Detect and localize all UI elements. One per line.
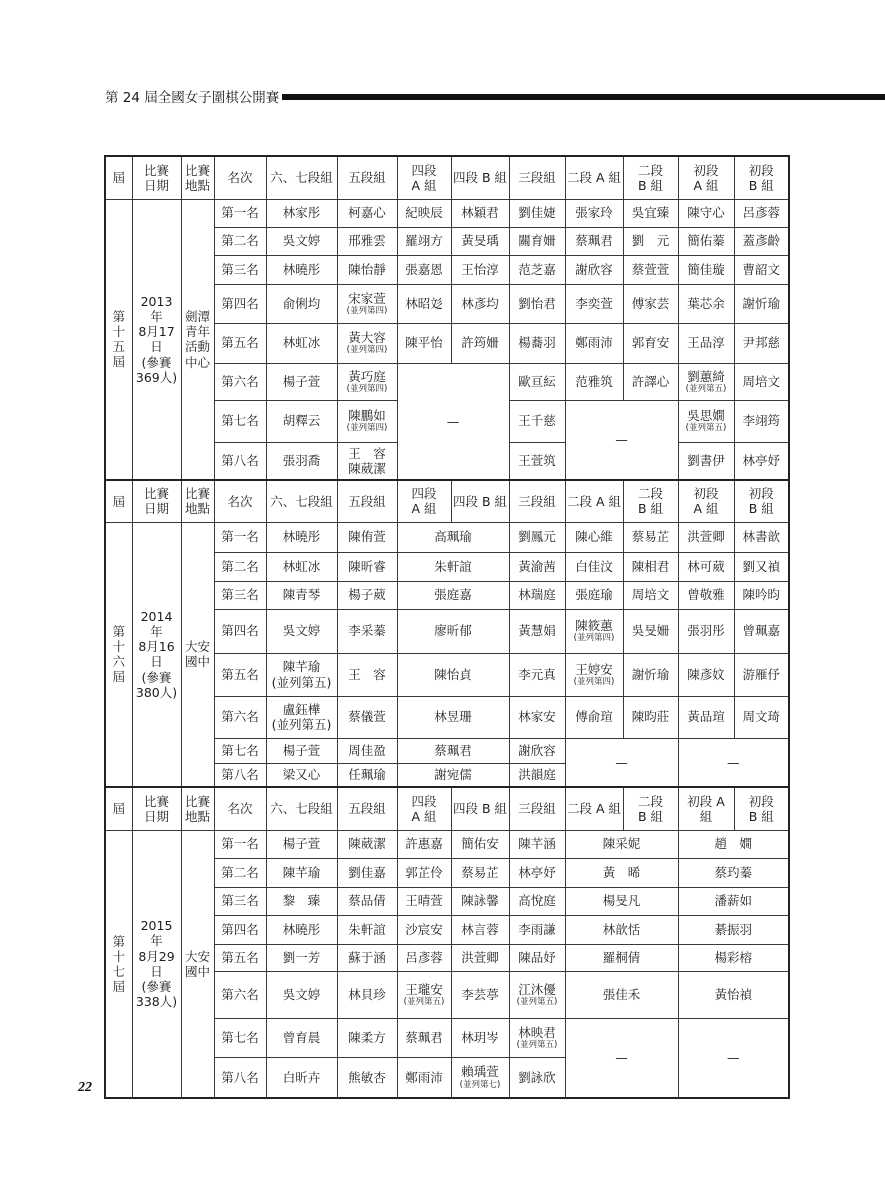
player-cell: 林虹冰 <box>266 323 337 363</box>
player-cell: 陳彥妏 <box>678 653 734 696</box>
tie-note: (並列第四) <box>573 633 615 644</box>
player-cell <box>565 653 623 696</box>
running-header <box>105 89 885 107</box>
edition-cell <box>105 199 132 480</box>
tie-note: (並列第五) <box>516 996 558 1007</box>
tie-note: (並列第五) <box>271 717 332 732</box>
player-cell: 周培文 <box>623 581 678 609</box>
player-cell: 蔡珮君 <box>397 1018 451 1057</box>
rank-cell: 第七名 <box>214 738 266 763</box>
player-cell: 洪韻庭 <box>509 763 565 787</box>
player-cell <box>451 1057 509 1098</box>
player-cell: 林家安 <box>509 696 565 738</box>
rank-cell: 第五名 <box>214 653 266 696</box>
venue-cell: 大安 國中 <box>181 522 214 787</box>
column-header: 比賽 日期 <box>132 156 181 199</box>
venue-cell: 劍潭 青年 活動 中心 <box>181 199 214 480</box>
column-header: 屆 <box>105 480 132 522</box>
player-cell: 關育姍 <box>509 227 565 255</box>
player-name: 陳鵬如 <box>348 408 386 424</box>
player-cell: 林家彤 <box>266 199 337 227</box>
player-name: 宋家萱 <box>348 290 386 306</box>
player-cell <box>266 696 337 738</box>
player-cell: 黎 臻 <box>266 887 337 915</box>
player-cell: 范芝嘉 <box>509 255 565 284</box>
rank-cell: 第五名 <box>214 323 266 363</box>
player-cell: 葉芯余 <box>678 284 734 323</box>
player-cell: 陳柔方 <box>337 1018 397 1057</box>
rank-cell: 第五名 <box>214 944 266 971</box>
player-cell: 陳平怡 <box>397 323 451 363</box>
player-name: 吳思嫺 <box>687 408 725 424</box>
player-cell: 蔡珮君 <box>397 738 509 763</box>
player-cell: 楊子萱 <box>266 738 337 763</box>
player-cell: 吳宜臻 <box>623 199 678 227</box>
player-cell: 蔡儀萱 <box>337 696 397 738</box>
player-cell: 劉佳嘉 <box>337 858 397 887</box>
player-cell: 林言蓉 <box>451 915 509 944</box>
edition-label: 第十六屆 <box>112 624 125 685</box>
tie-note: (並列第四) <box>573 676 615 687</box>
header-rule <box>282 94 885 100</box>
player-cell: 王晴萱 <box>397 887 451 915</box>
player-cell: 柯嘉心 <box>337 199 397 227</box>
tie-note: (並列第五) <box>271 674 332 690</box>
player-cell: 朱軒誼 <box>397 552 509 581</box>
player-cell: 李奕萱 <box>565 284 623 323</box>
player-cell: 梁又心 <box>266 763 337 787</box>
player-cell: 劉一芳 <box>266 944 337 971</box>
page-number: 22 <box>78 1080 92 1095</box>
player-cell: 廖昕郁 <box>397 609 509 653</box>
player-cell: 張庭嘉 <box>397 581 509 609</box>
player-cell: 陳怡靜 <box>337 255 397 284</box>
player-cell <box>337 323 397 363</box>
player-name: 江沐優 <box>518 981 556 997</box>
player-cell: 謝忻瑜 <box>734 284 789 323</box>
player-cell: 羅桐倩 <box>565 944 678 971</box>
edition-cell <box>105 830 132 1098</box>
player-cell: 林可葳 <box>678 552 734 581</box>
player-cell: 高悅庭 <box>509 887 565 915</box>
player-cell: 白佳汶 <box>565 552 623 581</box>
edition-cell <box>105 522 132 787</box>
page-title: 第 24 屆全國女子圍棋公開賽 <box>105 90 280 106</box>
player-name: 陳芊瑜 <box>282 659 321 675</box>
column-header: 比賽 日期 <box>132 480 181 522</box>
player-name: 王婷安 <box>575 661 613 677</box>
player-cell: 傅俞瑄 <box>565 696 623 738</box>
results-table <box>104 155 790 1099</box>
no-entry-cell: — <box>565 400 678 480</box>
player-cell: 林曉彤 <box>266 915 337 944</box>
column-header: 六、七段組 <box>266 156 337 199</box>
player-cell: 林昭彣 <box>397 284 451 323</box>
player-cell: 林曉彤 <box>266 522 337 552</box>
player-cell: 熊敏杏 <box>337 1057 397 1098</box>
player-cell <box>337 363 397 400</box>
player-cell: 吳文婷 <box>266 609 337 653</box>
player-cell: 林貝珍 <box>337 971 397 1018</box>
player-cell: 林亭妤 <box>509 858 565 887</box>
tie-note: (並列第五) <box>685 423 727 434</box>
rank-cell: 第一名 <box>214 199 266 227</box>
player-cell: 周文琦 <box>734 696 789 738</box>
player-cell: 劉佳婕 <box>509 199 565 227</box>
rank-cell: 第七名 <box>214 1018 266 1057</box>
column-header: 五段組 <box>337 787 397 830</box>
column-header: 初段 A 組 <box>678 480 734 522</box>
player-cell: 黃渝茜 <box>509 552 565 581</box>
player-cell: 林亭妤 <box>734 442 789 480</box>
rank-cell: 第二名 <box>214 552 266 581</box>
venue-cell: 大安 國中 <box>181 830 214 1098</box>
no-entry-cell: — <box>678 1018 789 1098</box>
player-cell <box>397 971 451 1018</box>
column-header: 比賽 日期 <box>132 787 181 830</box>
player-cell: 簡佑安 <box>451 830 509 858</box>
column-header: 六、七段組 <box>266 480 337 522</box>
results-body <box>105 156 789 1098</box>
player-cell: 楊子萱 <box>266 830 337 858</box>
player-cell: 鄭雨沛 <box>397 1057 451 1098</box>
player-name: 黃巧庭 <box>348 368 386 384</box>
player-cell: 許譯心 <box>623 363 678 400</box>
player-cell: 蔡易芷 <box>623 522 678 552</box>
player-cell: 蘇于涵 <box>337 944 397 971</box>
player-cell <box>266 653 337 696</box>
player-cell: 張羽喬 <box>266 442 337 480</box>
player-cell: 曾育晨 <box>266 1018 337 1057</box>
player-cell: 郭育安 <box>623 323 678 363</box>
player-cell: 楊子萱 <box>266 363 337 400</box>
rank-cell: 第六名 <box>214 971 266 1018</box>
player-cell: 陳守心 <box>678 199 734 227</box>
player-cell <box>678 400 734 442</box>
section-header-row <box>105 787 789 830</box>
player-cell: 蓋彥齡 <box>734 227 789 255</box>
player-cell: 謝欣容 <box>565 255 623 284</box>
player-cell: 陳詠馨 <box>451 887 509 915</box>
player-cell: 陳芊涵 <box>509 830 565 858</box>
player-cell: 白昕卉 <box>266 1057 337 1098</box>
player-cell: 黃 晞 <box>565 858 678 887</box>
player-cell: 李翊筠 <box>734 400 789 442</box>
edition-label: 第十七屆 <box>112 933 125 994</box>
player-name: 林映君 <box>518 1024 556 1040</box>
player-cell: 陳葳潔 <box>337 830 397 858</box>
player-cell: 朱軒誼 <box>337 915 397 944</box>
rank-cell: 第四名 <box>214 609 266 653</box>
tie-note: (並列第四) <box>346 383 388 394</box>
rank-cell: 第三名 <box>214 887 266 915</box>
column-header: 比賽 地點 <box>181 480 214 522</box>
player-cell: 林曉彤 <box>266 255 337 284</box>
rank-cell: 第一名 <box>214 830 266 858</box>
player-cell: 洪萱卿 <box>678 522 734 552</box>
column-header: 四段 A 組 <box>397 480 451 522</box>
player-cell: 謝忻瑜 <box>623 653 678 696</box>
player-cell: 張羽彤 <box>678 609 734 653</box>
column-header: 四段 A 組 <box>397 787 451 830</box>
player-cell: 林玥岑 <box>451 1018 509 1057</box>
player-cell: 趙 嫺 <box>678 830 789 858</box>
rank-cell: 第一名 <box>214 522 266 552</box>
player-cell: 陳吟昀 <box>734 581 789 609</box>
player-cell: 謝宛儒 <box>397 763 509 787</box>
player-cell: 黃慧娟 <box>509 609 565 653</box>
player-cell: 林彥均 <box>451 284 509 323</box>
player-name: 王瓏安 <box>405 981 443 997</box>
player-cell: 胡釋云 <box>266 400 337 442</box>
player-cell: 楊子葳 <box>337 581 397 609</box>
column-header: 初段 A 組 <box>678 156 734 199</box>
rank-cell: 第四名 <box>214 915 266 944</box>
column-header: 初段 B 組 <box>734 156 789 199</box>
player-name: 賴瑀萱 <box>461 1064 499 1080</box>
rank-cell: 第二名 <box>214 858 266 887</box>
player-cell: 游雁伃 <box>734 653 789 696</box>
player-cell: 陳品妤 <box>509 944 565 971</box>
date-cell: 2014 年 8月16 日 (參賽 380人) <box>132 522 181 787</box>
player-cell: 呂彥蓉 <box>734 199 789 227</box>
player-cell: 劉 元 <box>623 227 678 255</box>
player-cell: 蔡品倩 <box>337 887 397 915</box>
column-header: 屆 <box>105 787 132 830</box>
rank-cell: 第四名 <box>214 284 266 323</box>
rank-cell: 第三名 <box>214 255 266 284</box>
player-cell: 任珮瑜 <box>337 763 397 787</box>
player-cell: 呂彥蓉 <box>397 944 451 971</box>
player-cell: 紀映辰 <box>397 199 451 227</box>
column-header: 二段 A 組 <box>565 480 623 522</box>
player-cell: 吳旻姍 <box>623 609 678 653</box>
player-cell: 周佳盈 <box>337 738 397 763</box>
section-header-row <box>105 480 789 522</box>
result-row <box>105 199 789 227</box>
player-cell: 吳文婷 <box>266 227 337 255</box>
rank-cell: 第八名 <box>214 763 266 787</box>
player-cell: 王怡淳 <box>451 255 509 284</box>
player-cell: 綦振羽 <box>678 915 789 944</box>
column-header: 二段 A 組 <box>565 156 623 199</box>
column-header: 名次 <box>214 156 266 199</box>
result-row <box>105 522 789 552</box>
rank-cell: 第七名 <box>214 400 266 442</box>
player-cell <box>509 1018 565 1057</box>
player-cell: 許筠姍 <box>451 323 509 363</box>
rank-cell: 第八名 <box>214 1057 266 1098</box>
rank-cell: 第三名 <box>214 581 266 609</box>
player-cell: 吳文婷 <box>266 971 337 1018</box>
player-cell: 楊彩榕 <box>678 944 789 971</box>
player-cell: 蔡易芷 <box>451 858 509 887</box>
player-cell: 楊蕎羽 <box>509 323 565 363</box>
player-cell: 蔡萱萱 <box>623 255 678 284</box>
column-header: 二段 B 組 <box>623 480 678 522</box>
player-cell: 黃旻瑀 <box>451 227 509 255</box>
rank-cell: 第二名 <box>214 227 266 255</box>
column-header: 比賽 地點 <box>181 787 214 830</box>
player-cell: 李采蓁 <box>337 609 397 653</box>
column-header: 四段 B 組 <box>451 156 509 199</box>
player-cell: 劉鳳元 <box>509 522 565 552</box>
column-header: 二段 B 組 <box>623 156 678 199</box>
player-cell: 蔡珮君 <box>565 227 623 255</box>
column-header: 六、七段組 <box>266 787 337 830</box>
column-header: 四段 B 組 <box>451 480 509 522</box>
player-cell: 林昱珊 <box>397 696 509 738</box>
player-cell: 周培文 <box>734 363 789 400</box>
player-cell: 劉詠欣 <box>509 1057 565 1098</box>
player-cell: 李雨謙 <box>509 915 565 944</box>
tie-note: (並列第四) <box>346 423 388 434</box>
no-entry-cell: — <box>565 738 678 787</box>
player-cell: 王萱筑 <box>509 442 565 480</box>
player-cell: 林歆恬 <box>565 915 678 944</box>
player-cell: 陳心維 <box>565 522 623 552</box>
no-entry-cell: — <box>565 1018 678 1098</box>
column-header: 五段組 <box>337 480 397 522</box>
player-cell <box>337 400 397 442</box>
tie-note: (並列第五) <box>516 1039 558 1050</box>
column-header: 比賽 地點 <box>181 156 214 199</box>
column-header: 四段 B 組 <box>451 787 509 830</box>
column-header: 初段 B 組 <box>734 787 789 830</box>
player-cell: 張家玲 <box>565 199 623 227</box>
player-cell: 林穎君 <box>451 199 509 227</box>
column-header: 四段 A 組 <box>397 156 451 199</box>
player-cell: 傅家芸 <box>623 284 678 323</box>
rank-cell: 第六名 <box>214 363 266 400</box>
column-header: 初段 A 組 <box>678 787 734 830</box>
player-cell: 羅翊方 <box>397 227 451 255</box>
player-cell: 劉怡君 <box>509 284 565 323</box>
player-name: 陳筱蕙 <box>575 618 613 634</box>
player-cell: 林書歆 <box>734 522 789 552</box>
player-cell: 陳相君 <box>623 552 678 581</box>
player-cell: 黃品瑄 <box>678 696 734 738</box>
player-cell: 王千慈 <box>509 400 565 442</box>
player-cell: 林虹冰 <box>266 552 337 581</box>
player-cell: 曹韶文 <box>734 255 789 284</box>
rank-cell: 第六名 <box>214 696 266 738</box>
column-header: 三段組 <box>509 480 565 522</box>
player-cell <box>565 609 623 653</box>
player-cell: 曾珮嘉 <box>734 609 789 653</box>
player-cell: 張庭瑜 <box>565 581 623 609</box>
player-cell: 劉書伊 <box>678 442 734 480</box>
column-header: 名次 <box>214 480 266 522</box>
date-cell: 2013 年 8月17 日 (參賽 369人) <box>132 199 181 480</box>
player-name: 盧鈺樺 <box>282 701 321 717</box>
player-cell <box>678 363 734 400</box>
player-cell: 謝欣容 <box>509 738 565 763</box>
player-cell: 陳怡貞 <box>397 653 509 696</box>
player-cell <box>509 971 565 1018</box>
column-header: 五段組 <box>337 156 397 199</box>
tie-note: (並列第四) <box>346 345 388 356</box>
date-cell: 2015 年 8月29 日 (參賽 338人) <box>132 830 181 1098</box>
player-cell: 洪萱卿 <box>451 944 509 971</box>
player-cell: 潘薪如 <box>678 887 789 915</box>
section-header-row <box>105 156 789 199</box>
column-header: 二段 B 組 <box>623 787 678 830</box>
player-name: 劉蕙綺 <box>687 368 725 384</box>
player-cell: 林瑞庭 <box>509 581 565 609</box>
player-cell: 陳芊瑜 <box>266 858 337 887</box>
player-cell: 沙宸安 <box>397 915 451 944</box>
player-cell: 高珮瑜 <box>397 522 509 552</box>
player-cell: 歐亘紜 <box>509 363 565 400</box>
player-cell: 張佳禾 <box>565 971 678 1018</box>
player-cell: 郭芷伶 <box>397 858 451 887</box>
player-cell: 簡佑蓁 <box>678 227 734 255</box>
column-header: 二段 A 組 <box>565 787 623 830</box>
player-cell <box>337 284 397 323</box>
player-cell: 曾敬雅 <box>678 581 734 609</box>
player-cell: 俞俐均 <box>266 284 337 323</box>
tie-note: (並列第四) <box>346 305 388 316</box>
player-cell: 陳昕睿 <box>337 552 397 581</box>
tie-note: (並列第五) <box>685 383 727 394</box>
tie-note: (並列第五) <box>403 996 445 1007</box>
player-cell: 李芸葶 <box>451 971 509 1018</box>
column-header: 三段組 <box>509 787 565 830</box>
player-name: 黃大容 <box>348 330 386 346</box>
player-cell: 范雅筑 <box>565 363 623 400</box>
player-cell: 陳侑萱 <box>337 522 397 552</box>
column-header: 名次 <box>214 787 266 830</box>
no-entry-cell: — <box>678 738 789 787</box>
player-cell: 張嘉恩 <box>397 255 451 284</box>
result-row <box>105 830 789 858</box>
player-cell: 王 容 <box>337 653 397 696</box>
player-cell: 尹邦慈 <box>734 323 789 363</box>
player-cell: 楊旻凡 <box>565 887 678 915</box>
player-cell: 陳青琴 <box>266 581 337 609</box>
player-cell: 陳昀莊 <box>623 696 678 738</box>
player-cell: 劉又禎 <box>734 552 789 581</box>
column-header: 初段 B 組 <box>734 480 789 522</box>
player-cell: 許惠嘉 <box>397 830 451 858</box>
rank-cell: 第八名 <box>214 442 266 480</box>
player-cell: 邢雅雲 <box>337 227 397 255</box>
column-header: 屆 <box>105 156 132 199</box>
column-header: 三段組 <box>509 156 565 199</box>
player-cell: 王品淳 <box>678 323 734 363</box>
player-cell: 李元真 <box>509 653 565 696</box>
player-cell: 簡佳璇 <box>678 255 734 284</box>
player-cell: 陳采妮 <box>565 830 678 858</box>
tie-note: (並列第七) <box>459 1079 501 1090</box>
edition-label: 第十五屆 <box>112 309 125 370</box>
player-cell: 鄭雨沛 <box>565 323 623 363</box>
player-cell: 蔡玓蓁 <box>678 858 789 887</box>
player-cell: 黃怡禎 <box>678 971 789 1018</box>
player-cell: 王 容 陳葳潔 <box>337 442 397 480</box>
no-entry-cell: — <box>397 363 509 480</box>
